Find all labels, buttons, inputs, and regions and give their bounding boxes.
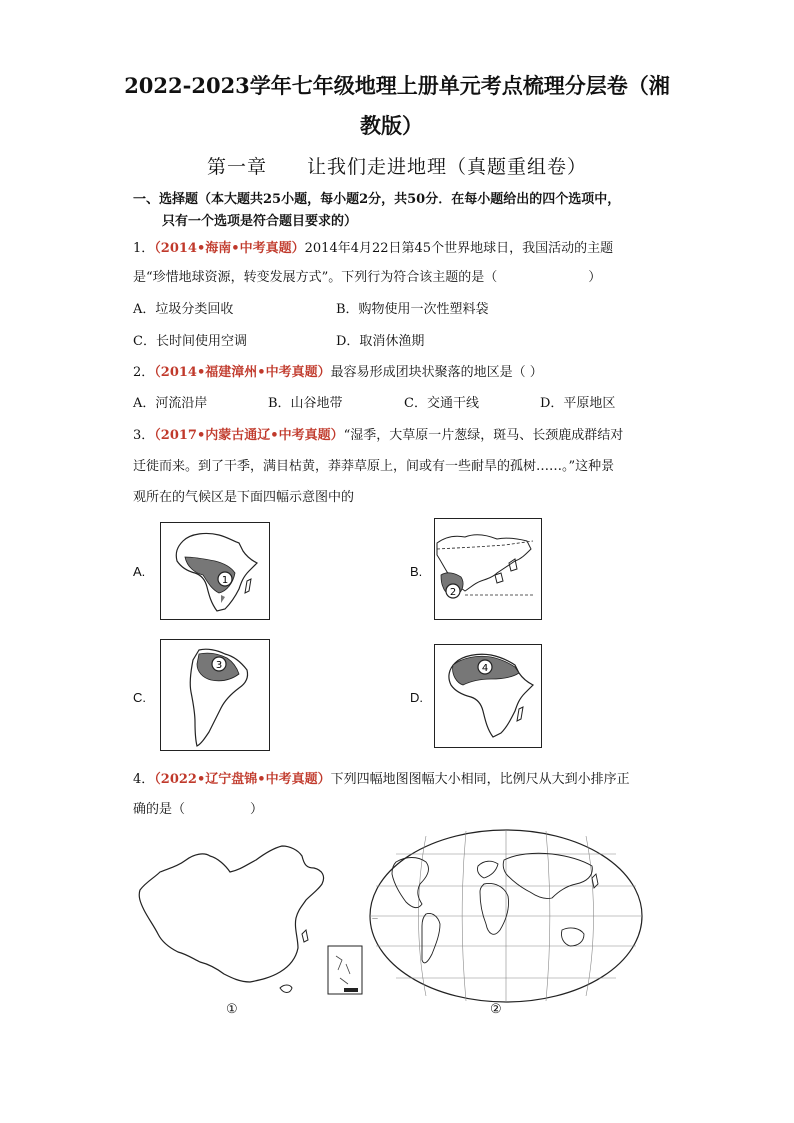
map-option-c <box>160 639 270 751</box>
world-outline-map <box>366 826 646 1006</box>
question-3-line2: 迁徙而来。到了干季，满目枯黄，莽莽草原上，间或有一些耐旱的孤树……。”这种景 <box>133 459 615 474</box>
question-2-line1: 2．（2014•福建漳州•中考真题）最容易形成团块状聚落的地区是（ ） <box>133 365 543 380</box>
question-number: 4． <box>133 772 155 787</box>
asia-map-2 <box>435 519 541 619</box>
question-3-line3: 观所在的气候区是下面四幅示意图中的 <box>133 490 355 505</box>
map-option-d <box>434 644 542 748</box>
question-number: 3． <box>133 428 155 443</box>
map-option-d-label: D. <box>410 690 423 705</box>
option-d: D．平原地区 <box>540 396 616 411</box>
map-option-b-label: B. <box>410 564 423 579</box>
africa-map-1 <box>161 523 269 619</box>
question-text: 2014年4月22日第45个世界地球日，我国活动的主题 <box>304 241 614 256</box>
china-outline-map <box>130 838 370 1008</box>
question-4-line2: 确的是（ ） <box>133 802 264 817</box>
option-a: A．河流沿岸 <box>133 396 208 411</box>
africa-map-4 <box>435 645 541 747</box>
section-heading-line2: 只有一个选项是符合题目要求的） <box>162 214 358 229</box>
question-1-line1: 1．（2014•海南•中考真题）2014年4月22日第45个世界地球日，我国活动的主题 <box>133 241 614 256</box>
circled-number-1: 1 <box>221 575 229 586</box>
document-title-line1: 2022-2023学年七年级地理上册单元考点梳理分层卷（湘 <box>124 73 670 98</box>
china-map <box>130 838 370 1008</box>
question-3-line1: 3．（2017•内蒙古通辽•中考真题）“湿季，大草原一片葱绿，斑马、长颈鹿成群结对 <box>133 428 624 443</box>
question-source: 2022•辽宁盘锦•中考真题 <box>160 772 318 787</box>
question-1-line2: 是“珍惜地球资源，转变发展方式”。下列行为符合该主题的是（ ） <box>133 270 602 285</box>
circled-number-2: 2 <box>449 587 457 598</box>
svg-text:—: — <box>372 915 378 922</box>
option-b: B．山谷地带 <box>268 396 343 411</box>
section-heading-line1: 一、选择题（本大题共25小题，每小题2分，共50分．在每小题给出的四个选项中， <box>133 192 621 207</box>
option-d: D．取消休渔期 <box>336 334 425 349</box>
map-option-b <box>434 518 542 620</box>
circled-number-4: 4 <box>481 663 489 674</box>
world-map <box>366 826 646 1006</box>
question-number: 2． <box>133 365 155 380</box>
question-source: 2017•内蒙古通辽•中考真题 <box>160 428 331 443</box>
map-caption-2: ② <box>490 1002 502 1017</box>
map-option-a <box>160 522 270 620</box>
document-title-line2: 教版） <box>360 113 423 138</box>
question-number: 1． <box>133 241 155 256</box>
map-option-a-label: A. <box>133 564 146 579</box>
question-text: 下列四幅地图图幅大小相同，比例尺从大到小排序正 <box>330 772 630 787</box>
question-text: “湿季，大草原一片葱绿，斑马、长颈鹿成群结对 <box>343 428 624 443</box>
option-a: A．垃圾分类回收 <box>133 302 234 317</box>
question-source: 2014•海南•中考真题 <box>160 241 292 256</box>
question-4-line1: 4．（2022•辽宁盘锦•中考真题）下列四幅地图图幅大小相同，比例尺从大到小排序正 <box>133 772 630 787</box>
question-text: 最容易形成团块状聚落的地区是（ ） <box>330 365 543 380</box>
question-source: 2014•福建漳州•中考真题 <box>160 365 318 380</box>
option-c: C．长时间使用空调 <box>133 334 247 349</box>
south-america-map-3 <box>161 640 269 750</box>
chapter-heading: 第一章 让我们走进地理（真题重组卷） <box>206 156 587 178</box>
option-c: C．交通干线 <box>404 396 479 411</box>
map-option-c-label: C. <box>133 690 146 705</box>
option-b: B．购物使用一次性塑料袋 <box>336 302 489 317</box>
map-caption-1: ① <box>226 1002 238 1017</box>
circled-number-3: 3 <box>215 660 223 671</box>
